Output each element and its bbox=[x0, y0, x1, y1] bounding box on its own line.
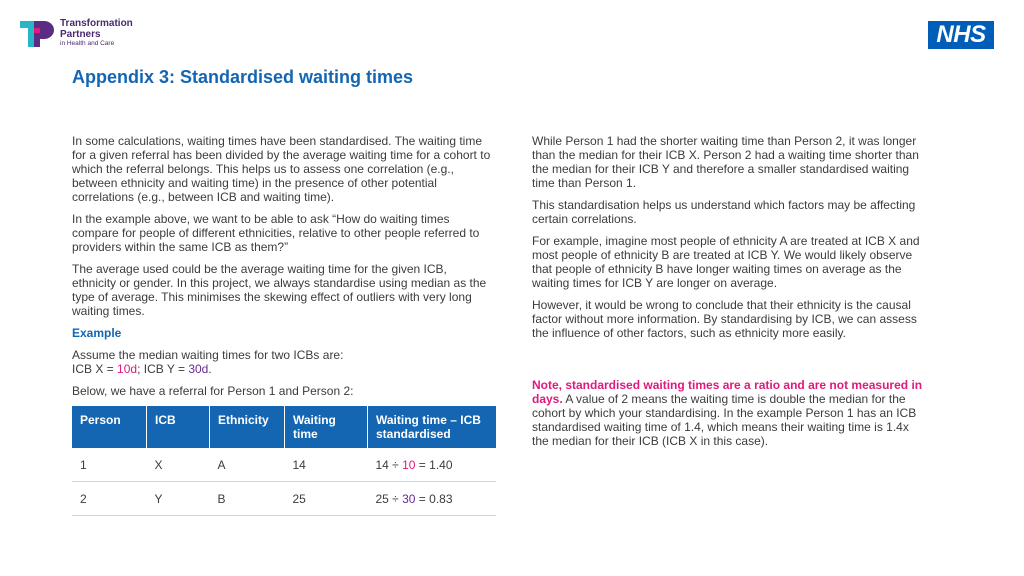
cell-waiting: 25 bbox=[285, 482, 368, 516]
std-denominator: 30 bbox=[402, 491, 416, 506]
cell-standardised bbox=[368, 482, 497, 516]
icby-label: ; ICB Y = bbox=[137, 362, 189, 376]
tp-logo-mark-icon bbox=[20, 19, 56, 49]
header-waiting-time: Waiting time bbox=[285, 406, 368, 448]
left-paragraph-2: In the example above, we want to be able to ask “How do waiting times compare for people of different ethnicities, relative to other people referred to providers within the same ICB as them?” bbox=[72, 212, 480, 254]
header-icb: ICB bbox=[147, 406, 210, 448]
example-heading: Example bbox=[72, 326, 122, 340]
header-ethnicity: Ethnicity bbox=[210, 406, 285, 448]
transformation-partners-logo bbox=[20, 19, 133, 49]
cell-person: 2 bbox=[72, 482, 147, 516]
logo-line-3: in Health and Care bbox=[60, 40, 115, 47]
cell-waiting: 14 bbox=[285, 448, 368, 482]
logo-text bbox=[60, 19, 133, 48]
assume-line: Assume the median waiting times for two ICBs are: bbox=[72, 348, 344, 362]
period: . bbox=[208, 362, 212, 376]
right-paragraph-1: While Person 1 had the shorter waiting time than Person 2, it was longer than the median for their ICB X. Person 2 had a waiting time shorter than the median for their ICB Y and therefore a smaller standardised waiting time than Person 1. bbox=[532, 134, 919, 190]
cell-icb: Y bbox=[147, 482, 210, 516]
cell-ethnicity: B bbox=[210, 482, 285, 516]
cell-person: 1 bbox=[72, 448, 147, 482]
std-numerator: 25 ÷ bbox=[375, 491, 403, 506]
cell-icb: X bbox=[147, 448, 210, 482]
logo-line-1: Transformation bbox=[60, 18, 133, 29]
icbx-label: ICB X = bbox=[72, 362, 118, 376]
right-column bbox=[532, 134, 924, 456]
left-column bbox=[72, 134, 492, 516]
icbx-value: 10d bbox=[117, 362, 138, 376]
nhs-logo: NHS bbox=[928, 21, 994, 49]
waiting-times-table bbox=[72, 406, 496, 516]
header-standardised: Waiting time – ICB standardised bbox=[368, 406, 497, 448]
left-paragraph-3: The average used could be the average waiting time for the given ICB, ethnicity or gender. In this project, we always standardise using median as the type of average. This minimises the skewing effect of outliers with very long waiting times. bbox=[72, 262, 487, 318]
logo-line-2: Partners bbox=[60, 28, 101, 40]
page-title: Appendix 3: Standardised waiting times bbox=[72, 67, 414, 87]
cell-standardised bbox=[368, 448, 497, 482]
below-paragraph: Below, we have a referral for Person 1 and Person 2: bbox=[72, 384, 354, 398]
note-paragraph bbox=[532, 378, 924, 448]
left-paragraph-1: In some calculations, waiting times have been standardised. The waiting time for a given referral has been divided by the average waiting time for a cohort to which the referral belongs. This helps us to assess one correlation (e.g., between ethnicity and waiting time) in the presence of other potential correlations (e.g., between ICB and waiting time). bbox=[72, 134, 491, 204]
note-bold-text: Note, standardised waiting times are a ratio and are not measured in days. bbox=[532, 378, 923, 406]
table-row bbox=[72, 448, 496, 482]
assume-paragraph bbox=[72, 348, 492, 376]
note-rest-text: A value of 2 means the waiting time is double the median for the cohort by which your standardising. In the example Person 1 has an ICB standardised waiting time of 1.4, which means their waiting time is 1.4x the median for their ICB (ICB X in this case). bbox=[532, 392, 917, 448]
cell-ethnicity: A bbox=[210, 448, 285, 482]
right-paragraph-3: For example, imagine most people of ethnicity A are treated at ICB X and most people of ethnicity B are treated at ICB Y. We would likely observe that people of ethnicity B have longer waiting times on average as the waiting times for ICB Y are longer on average. bbox=[532, 234, 920, 290]
std-numerator: 14 ÷ bbox=[375, 457, 403, 472]
table-header-row bbox=[72, 406, 496, 448]
std-result: = 0.83 bbox=[415, 491, 453, 506]
icby-value: 30d bbox=[188, 362, 209, 376]
std-denominator: 10 bbox=[402, 457, 416, 472]
spacer bbox=[532, 348, 924, 378]
header-person: Person bbox=[72, 406, 147, 448]
table-row bbox=[72, 482, 496, 516]
std-result: = 1.40 bbox=[415, 457, 453, 472]
right-paragraph-4: However, it would be wrong to conclude that their ethnicity is the causal factor without more information. By standardising by ICB, we can assess the influence of other factors, such as ethnicity more easily. bbox=[532, 298, 917, 340]
right-paragraph-2: This standardisation helps us understand which factors may be affecting certain correlations. bbox=[532, 198, 916, 226]
